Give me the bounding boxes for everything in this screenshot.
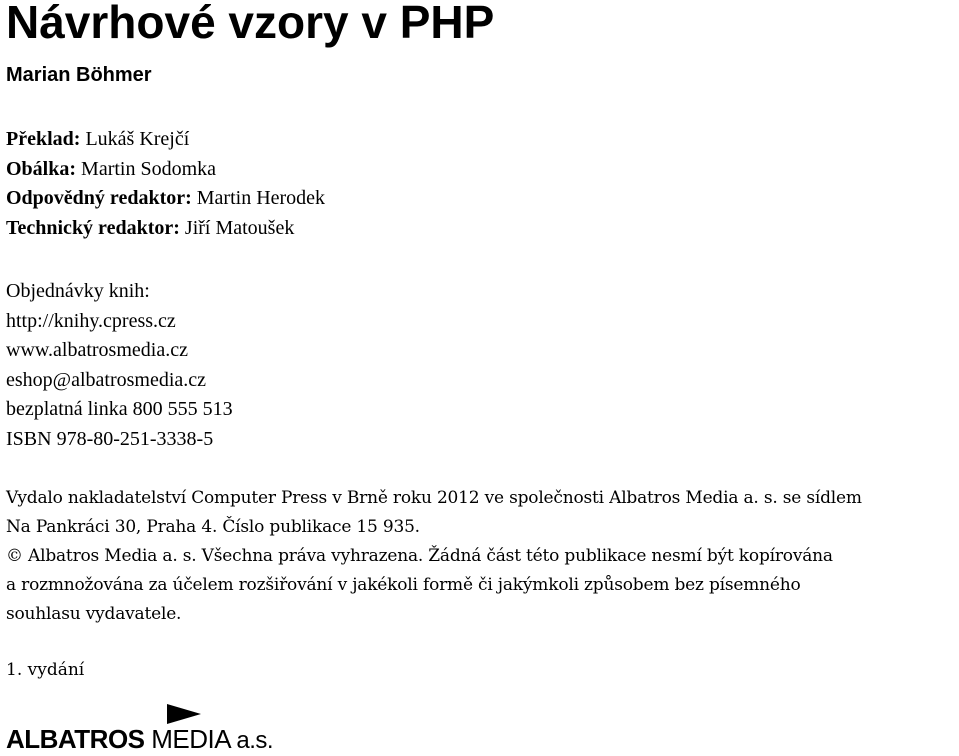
website-link-cpress[interactable]: http://knihy.cpress.cz	[6, 309, 176, 332]
edition: 1. vydání	[6, 660, 85, 680]
credits-list	[6, 125, 325, 243]
author-name: Marian Böhmer	[6, 64, 152, 86]
credit-role: Odpovědný redaktor:	[6, 187, 192, 209]
phone-line: bezplatná linka 800 555 513	[6, 398, 233, 420]
credit-person: Jiří Matoušek	[184, 216, 295, 239]
logo-media: MEDIA	[151, 724, 230, 754]
publication-line: Vydalo nakladatelství Computer Press v Brně roku 2012 ve společnosti Albatros Media a. s. se sídlem	[6, 488, 862, 508]
publication-line: souhlasu vydavatele.	[6, 604, 182, 624]
credit-role: Překlad:	[6, 128, 81, 150]
credit-person: Martin Sodomka	[81, 157, 217, 180]
publication-info	[6, 484, 862, 629]
logo-wordmark	[6, 724, 273, 756]
publication-line: a rozmnožována za účelem rozšiřování v jakékoli formě či jakýmkoli způsobem bez písemného	[6, 575, 801, 595]
logo-brand: ALBATROS	[6, 724, 145, 754]
credit-technical-editor	[6, 214, 325, 244]
credit-editor	[6, 184, 325, 214]
credit-cover	[6, 155, 325, 185]
copyright-line: © Albatros Media a. s. Všechna práva vyhrazena. Žádná část této publikace nesmí být kopírována	[6, 546, 833, 566]
website-link-albatros[interactable]: www.albatrosmedia.cz	[6, 339, 188, 361]
logo-suffix: a.s.	[236, 727, 274, 754]
credit-role: Obálka:	[6, 157, 77, 180]
credit-person: Martin Herodek	[196, 187, 326, 209]
isbn: ISBN 978-80-251-3338-5	[6, 427, 214, 450]
credit-person: Lukáš Krejčí	[85, 128, 190, 150]
credit-role: Technický redaktor:	[6, 216, 180, 239]
publication-line: Na Pankráci 30, Praha 4. Číslo publikace 15 935.	[6, 517, 420, 537]
book-title: Návrhové vzory v PHP	[6, 0, 495, 48]
publisher-logo	[0, 700, 320, 753]
email-link[interactable]: eshop@albatrosmedia.cz	[6, 368, 207, 391]
contact-info	[6, 277, 233, 454]
orders-heading: Objednávky knih:	[6, 280, 150, 302]
logo-arrow-icon	[167, 704, 201, 724]
credit-translation	[6, 125, 325, 155]
